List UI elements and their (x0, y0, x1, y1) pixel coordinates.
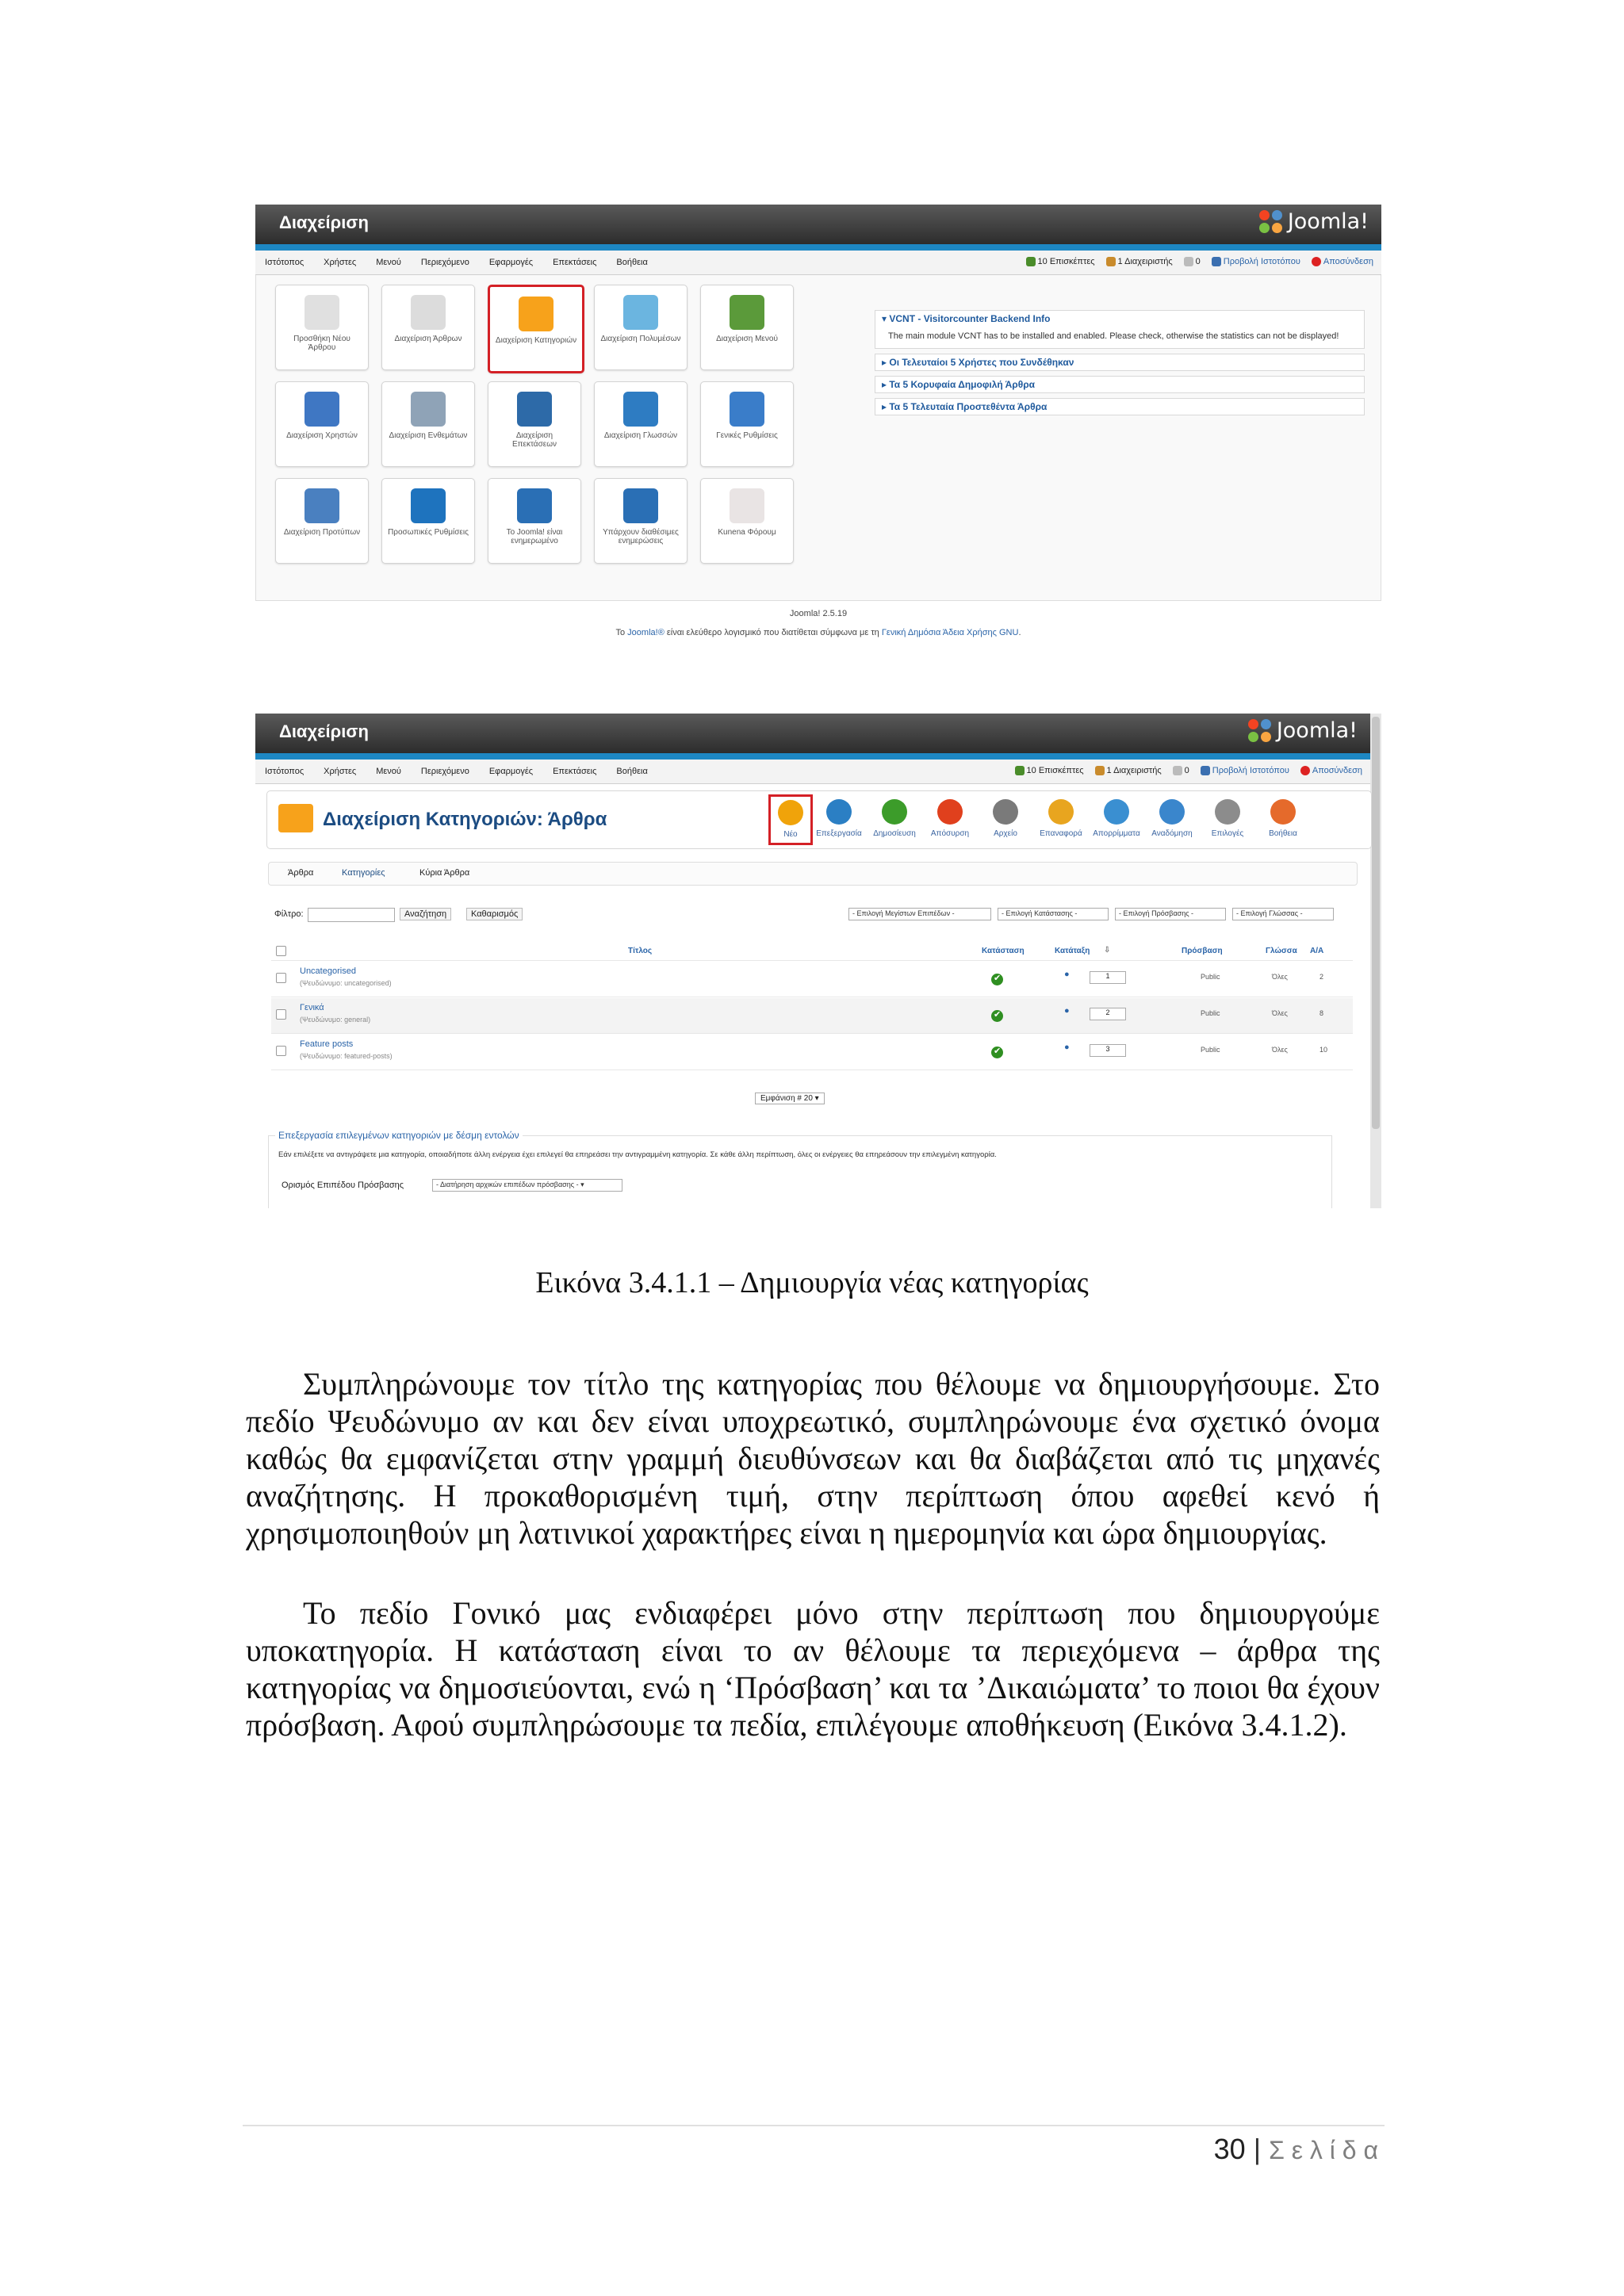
batch-access-select[interactable]: - Διατήρηση αρχικών επιπέδων πρόσβασης - ▾ (432, 1179, 622, 1192)
toolbar-button-label: Νέο (783, 830, 798, 839)
joomla-logo-icon (1248, 719, 1272, 743)
quick-icon-graphic (730, 392, 764, 427)
published-icon[interactable] (991, 1010, 1003, 1022)
quick-icon-label: Διαχείριση Κατηγοριών (495, 336, 577, 345)
table-row (271, 998, 1353, 1034)
module-last-users[interactable]: ▸ Οι Τελευταίοι 5 Χρήστες που Συνδέθηκαν (875, 354, 1365, 371)
toolbar-button-5[interactable] (981, 796, 1030, 838)
quick-icon-13[interactable] (488, 478, 581, 564)
published-icon[interactable] (991, 1047, 1003, 1058)
toolbar-button-icon (1270, 799, 1296, 825)
menu-site[interactable]: Ιστότοπος (265, 767, 304, 776)
select-max-levels[interactable]: - Επιλογή Μεγίστων Επιπέδων - (848, 908, 991, 920)
order-arrow-icon[interactable]: ● (1064, 970, 1070, 979)
toolbar-button-7[interactable] (1092, 796, 1141, 838)
messages-status[interactable]: 0 (1173, 766, 1189, 775)
view-site-link[interactable]: Προβολή Ιστοτόπου (1201, 766, 1289, 775)
quick-icon-label: Διαχείριση Επεκτάσεων (511, 431, 557, 449)
quick-icon-graphic (623, 392, 658, 427)
toolbar-button-icon (993, 799, 1018, 825)
toolbar-button-label: Επαναφορά (1040, 829, 1082, 838)
toolbar-button-icon (882, 799, 907, 825)
vcnt-description: The main module VCNT has to be installed and enabled. Please check, otherwise the statistics can not be displayed! (888, 331, 1339, 341)
toolbar-button-9[interactable] (1203, 796, 1252, 838)
filter-bar (271, 886, 1353, 933)
toolbar-button-label: Απόσυρση (930, 829, 970, 838)
messages-icon (1173, 766, 1182, 775)
row-title-link[interactable]: Γενικά (300, 1003, 324, 1012)
row-title-link[interactable]: Uncategorised (300, 966, 356, 976)
row-id: 10 (1320, 1046, 1328, 1054)
menu-menus[interactable]: Μενού (376, 767, 401, 776)
submenu-tabs (268, 862, 1358, 886)
expand-icon: ▸ (882, 357, 890, 368)
row-language: Όλες (1272, 1009, 1288, 1017)
quick-icon-label: Γενικές Ρυθμίσεις (716, 431, 778, 440)
row-language: Όλες (1272, 973, 1288, 981)
table-row (271, 1035, 1353, 1070)
batch-legend: Επεξεργασία επιλεγμένων κατηγοριών με δέσμη εντολών (275, 1130, 523, 1141)
logout-icon (1300, 766, 1310, 775)
row-checkbox[interactable] (276, 1046, 286, 1056)
order-input[interactable]: 2 (1090, 1008, 1126, 1020)
logout-icon (1312, 257, 1321, 266)
module-latest-articles[interactable]: ▸ Τα 5 Τελευταία Προστεθέντα Άρθρα (875, 398, 1365, 415)
toolbar-button-label: Επεξεργασία (816, 829, 862, 838)
menu-extensions[interactable]: Επεκτάσεις (553, 767, 597, 776)
display-limit-select[interactable]: Εμφάνιση # 20 ▾ (755, 1093, 825, 1104)
toolbar-button-4[interactable] (925, 796, 975, 838)
quick-icon-6[interactable] (275, 381, 369, 467)
scrollbar-thumb[interactable] (1372, 717, 1380, 1129)
menu-content[interactable]: Περιεχόμενο (420, 258, 469, 267)
toolbar-button-8[interactable] (1147, 796, 1197, 838)
quick-icon-graphic (730, 295, 764, 330)
published-icon[interactable] (991, 974, 1003, 985)
select-all-checkbox[interactable] (276, 946, 286, 956)
quick-icon-graphic (730, 488, 764, 523)
joomla-logo[interactable] (1248, 718, 1358, 743)
column-title[interactable]: Τίτλος (628, 947, 653, 955)
quick-icon-label: Διαχείριση Χρηστών (286, 431, 358, 440)
quick-icon-3[interactable] (488, 285, 584, 373)
toolbar-button-icon (1215, 799, 1240, 825)
footer-license: Το Joomla!® είναι ελεύθερο λογισμικό που διατίθεται σύμφωνα με τη Γενική Δημόσια Άδεια Χρήσης GNU. (615, 628, 1021, 637)
tab-categories[interactable]: Κατηγορίες (342, 868, 385, 878)
toolbar-button-label: Βοήθεια (1269, 829, 1297, 838)
admin-header (255, 205, 1381, 251)
toolbar-button-icon (778, 800, 803, 825)
quick-icon-2[interactable] (381, 285, 475, 370)
modules-column (875, 310, 1365, 420)
vcnt-module[interactable]: ▾ VCNT - Visitorcounter Backend Info The main module VCNT has to be installed and enabled. Please check, otherwise the statistics can not be displayed! (875, 310, 1365, 349)
toolbar-button-2[interactable] (814, 796, 864, 838)
admin-menu (255, 760, 1381, 784)
batch-fieldset (268, 1130, 1332, 1208)
page-word: Σ ε λ ί δ α (1269, 2136, 1378, 2164)
save-order-icon[interactable]: ⇩ (1104, 946, 1111, 955)
quick-icon-graphic (411, 488, 446, 523)
batch-access-label: Ορισμός Επιπέδου Πρόσβασης (282, 1181, 404, 1190)
module-popular-articles[interactable]: ▸ Τα 5 Κορυφαία Δημοφιλή Άρθρα (875, 376, 1365, 393)
menu-components[interactable]: Εφαρμογές (488, 258, 534, 267)
select-language[interactable]: - Επιλογή Γλώσσας - (1232, 908, 1334, 920)
search-button[interactable]: Αναζήτηση (400, 908, 451, 920)
folder-icon (278, 804, 313, 832)
quick-icon-11[interactable] (275, 478, 369, 564)
quick-icon-label: Διαχείριση Πολυμέσων (600, 335, 681, 343)
quick-icon-graphic (517, 488, 552, 523)
row-title-link[interactable]: Feature posts (300, 1039, 354, 1049)
header-title: Διαχείριση (279, 212, 369, 232)
toolbar-button-icon (937, 799, 963, 825)
footer-divider (243, 2125, 1385, 2126)
row-id: 2 (1320, 973, 1324, 981)
scrollbar[interactable] (1370, 714, 1381, 1208)
quick-icon-5[interactable] (700, 285, 794, 370)
toolbar-button-label: Απορρίμματα (1093, 829, 1140, 838)
quick-icon-graphic (411, 392, 446, 427)
toolbar-button-icon (1048, 799, 1074, 825)
toolbar-button-icon (1159, 799, 1185, 825)
order-input[interactable]: 1 (1090, 971, 1126, 984)
logo-text: Joomla! (1276, 718, 1358, 743)
toolbar-button-3[interactable] (870, 796, 919, 838)
page-title: Διαχείριση Κατηγοριών: Άρθρα (323, 809, 607, 830)
tab-articles[interactable]: Άρθρα (288, 868, 314, 878)
column-access[interactable]: Πρόσβαση (1182, 947, 1223, 955)
filter-label: Φίλτρο: (274, 909, 304, 919)
visitors-status: 10 Επισκέπτες (1015, 766, 1084, 775)
admins-status: 1 Διαχειριστής (1106, 257, 1173, 266)
toolbar-button-6[interactable] (1036, 796, 1086, 838)
order-arrow-icon[interactable]: ● (1064, 1006, 1070, 1016)
figure-caption: Εικόνα 3.4.1.1 – Δημιουργία νέας κατηγορίας (535, 1266, 1089, 1299)
joomla-logo-icon (1259, 210, 1283, 234)
logo-text: Joomla! (1287, 209, 1369, 234)
visitors-icon (1026, 257, 1036, 266)
table-row (271, 962, 1353, 997)
menu-help[interactable]: Βοήθεια (616, 258, 648, 267)
row-alias: (Ψευδώνυμο: uncategorised) (300, 979, 392, 987)
menu-components[interactable]: Εφαρμογές (488, 767, 534, 776)
quick-icon-label: Διαχείριση Άρθρων (394, 335, 462, 343)
admins-status: 1 Διαχειριστής (1095, 766, 1162, 775)
joomla-link[interactable]: Joomla!® (627, 628, 665, 637)
quick-icon-label: Υπάρχουν διαθέσιμες ενημερώσεις (603, 528, 679, 545)
paragraph-1: Συμπληρώνουμε τον τίτλο της κατηγορίας που θέλουμε να δημιουργήσουμε. Στο πεδίο Ψευδώνυμο αν και δεν είναι υποχρεωτικό, συμπληρώνουμε ένα σχετικό όνομα καθώς θα εμφανίζεται στην γραμμή διευθύνσεων και θα διαβάζεται από τις μηχανές αναζήτησης. Η προκαθορισμένη τιμή, στην περίπτωση όπου αφεθεί κενό ή χρησιμοποιηθούν μη λατινικοί χαρακτήρες είναι η ημερομηνία και ώρα δημιουργίας. (246, 1366, 1380, 1551)
quick-icon-label: Διαχείριση Ενθεμάτων (389, 431, 468, 440)
table-header (271, 943, 1353, 961)
toolbar-button-icon (826, 799, 852, 825)
quick-icon-graphic (304, 295, 339, 330)
quick-icon-graphic (411, 295, 446, 330)
quick-icon-12[interactable] (381, 478, 475, 564)
toolbar (266, 790, 1372, 849)
menu-extensions[interactable]: Επεκτάσεις (553, 258, 597, 267)
view-site-icon (1201, 766, 1210, 775)
admin-header (255, 714, 1381, 760)
quick-icon-graphic (519, 297, 553, 331)
select-access[interactable]: - Επιλογή Πρόσβασης - (1115, 908, 1226, 920)
header-title: Διαχείριση (279, 721, 369, 741)
messages-status[interactable]: 0 (1184, 257, 1201, 266)
control-panel-body (255, 275, 1381, 601)
quick-icon-label: Διαχείριση Γλωσσών (603, 431, 678, 440)
collapse-icon: ▾ (882, 313, 890, 324)
row-alias: (Ψευδώνυμο: featured-posts) (300, 1052, 393, 1060)
toolbar-button-label: Δημοσίευση (873, 829, 916, 838)
row-language: Όλες (1272, 1046, 1288, 1054)
menu-users[interactable]: Χρήστες (324, 767, 357, 776)
toolbar-button-1[interactable] (768, 794, 813, 845)
paragraph-2: Το πεδίο Γονικό μας ενδιαφέρει μόνο στην περίπτωση που δημιουργούμε υποκατηγορία. Η κατάσταση είναι το αν θέλουμε τα περιεχόμενα – άρθρα της κατηγορίας να δημοσιεύονται, ενώ η ‘Πρόσβαση’ και τα ’Δικαιώματα’ το ποιοι θα έχουν πρόσβαση. Αφού συμπληρώσουμε τα πεδία, επιλέγουμε αποθήκευση (Εικόνα 3.4.1.2). (246, 1595, 1380, 1743)
logout-link[interactable]: Αποσύνδεση (1300, 766, 1362, 775)
visitors-icon (1015, 766, 1025, 775)
quick-icon-1[interactable] (275, 285, 369, 370)
admin-menu (255, 251, 1381, 275)
quick-icon-7[interactable] (381, 381, 475, 467)
control-panel-screenshot (255, 205, 1381, 637)
quick-icon-4[interactable] (594, 285, 688, 370)
messages-icon (1184, 257, 1193, 266)
expand-icon: ▸ (882, 379, 890, 390)
row-id: 8 (1320, 1009, 1324, 1017)
view-site-icon (1212, 257, 1221, 266)
column-id[interactable]: Α/Α (1310, 947, 1324, 955)
admins-icon (1106, 257, 1116, 266)
page-number: 30 (1213, 2133, 1246, 2165)
tab-featured[interactable]: Κύρια Άρθρα (419, 868, 470, 878)
row-access: Public (1201, 1046, 1220, 1054)
logout-link[interactable]: Αποσύνδεση (1312, 257, 1373, 266)
column-language[interactable]: Γλώσσα (1266, 947, 1297, 955)
visitors-status: 10 Επισκέπτες (1026, 257, 1095, 266)
menu-users[interactable]: Χρήστες (324, 258, 357, 267)
expand-icon: ▸ (882, 401, 890, 412)
row-checkbox[interactable] (276, 973, 286, 983)
row-checkbox[interactable] (276, 1009, 286, 1020)
quick-icon-14[interactable] (594, 478, 688, 564)
quick-icon-graphic (517, 392, 552, 427)
quick-icon-8[interactable] (488, 381, 581, 467)
row-access: Public (1201, 973, 1220, 981)
menu-help[interactable]: Βοήθεια (616, 767, 648, 776)
column-ordering[interactable]: Κατάταξη (1055, 947, 1090, 955)
quick-icon-9[interactable] (594, 381, 688, 467)
filter-input[interactable] (308, 908, 395, 922)
order-input[interactable]: 3 (1090, 1044, 1126, 1057)
quick-icon-graphic (304, 488, 339, 523)
toolbar-button-label: Επιλογές (1211, 829, 1244, 838)
batch-description: Εάν επιλέξετε να αντιγράψετε μια κατηγορία, οποιαδήποτε άλλη ενέργεια έχει επιλεγεί θα επηρεάσει την αντιγραμμένη κατηγορία. Σε κάθε άλλη περίπτωση, όλες οι ενέργειες θα επηρεάσουν την επιλεγμένη κατηγορία. (278, 1150, 997, 1159)
quick-icon-label: Προσθήκη Νέου Άρθρου (293, 335, 350, 352)
gpl-link[interactable]: Γενική Δημόσια Άδεια Χρήσης GNU (881, 628, 1019, 637)
quick-icon-label: Kunena Φόρουμ (718, 528, 776, 537)
row-access: Public (1201, 1009, 1220, 1017)
categories-table (271, 943, 1353, 1109)
quick-icon-graphic (304, 392, 339, 427)
footer-version: Joomla! 2.5.19 (789, 609, 848, 618)
page-footer: 30 | Σ ε λ ί δ α (1213, 2133, 1378, 2165)
quick-icon-label: Διαχείριση Προτύπων (283, 528, 361, 537)
quick-icon-graphic (623, 488, 658, 523)
joomla-logo[interactable] (1259, 209, 1369, 234)
quick-icon-label: Το Joomla! είναι ενημερωμένο (506, 528, 563, 545)
clear-button[interactable]: Καθαρισμός (466, 908, 523, 920)
toolbar-button-icon (1104, 799, 1129, 825)
toolbar-button-label: Αναδόμηση (1151, 829, 1193, 838)
quick-icon-label: Διαχείριση Μενού (716, 335, 778, 343)
menu-content[interactable]: Περιεχόμενο (420, 767, 469, 776)
menu-site[interactable]: Ιστότοπος (265, 258, 304, 267)
order-arrow-icon[interactable]: ● (1064, 1043, 1070, 1052)
column-status[interactable]: Κατάσταση (982, 947, 1025, 955)
view-site-link[interactable]: Προβολή Ιστοτόπου (1212, 257, 1300, 266)
category-manager-screenshot (255, 714, 1381, 1208)
quick-icon-label: Προσωπικές Ρυθμίσεις (388, 528, 469, 537)
row-alias: (Ψευδώνυμο: general) (300, 1016, 371, 1024)
toolbar-button-label: Αρχείο (994, 829, 1017, 838)
admins-icon (1095, 766, 1105, 775)
quick-icon-15[interactable] (700, 478, 794, 564)
quick-icon-graphic (623, 295, 658, 330)
quick-icon-10[interactable] (700, 381, 794, 467)
menu-menus[interactable]: Μενού (376, 258, 401, 267)
select-state[interactable]: - Επιλογή Κατάστασης - (998, 908, 1109, 920)
toolbar-button-10[interactable] (1258, 796, 1308, 838)
